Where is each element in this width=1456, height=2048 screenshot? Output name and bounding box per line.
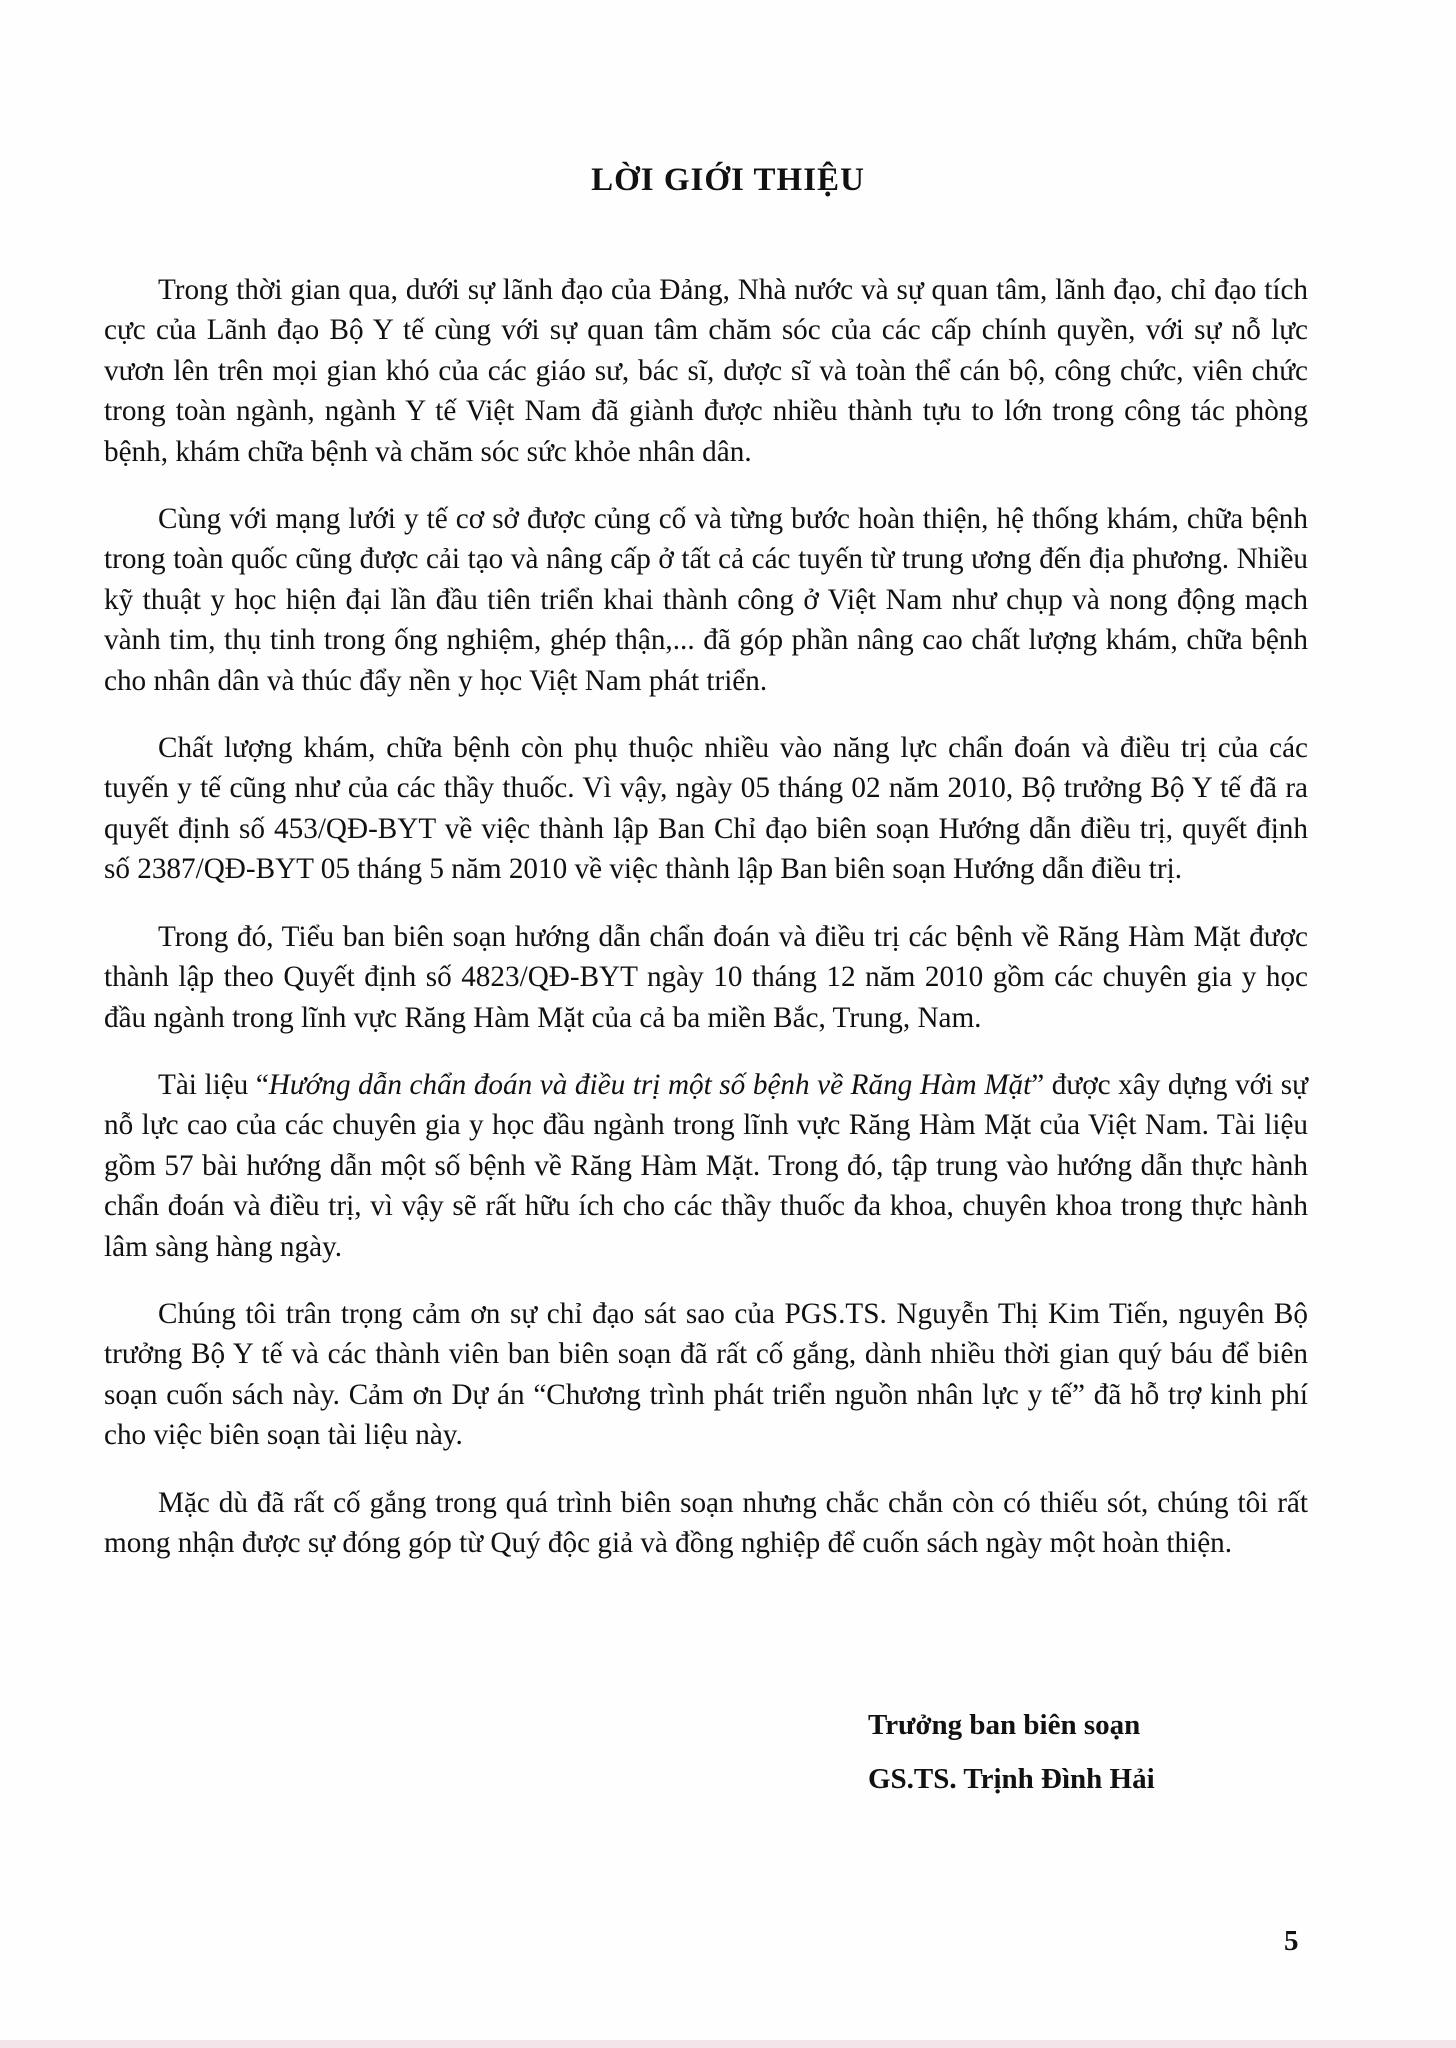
book-title-italic: Hướng dẫn chẩn đoán và điều trị một số bệnh về Răng Hàm Mặt: [268, 1068, 1032, 1101]
signature-name: GS.TS. Trịnh Đình Hải: [868, 1763, 1155, 1795]
paragraph-3: Chất lượng khám, chữa bệnh còn phụ thuộc nhiều vào năng lực chẩn đoán và điều trị của các tuyến y tế cũng như của các thầy thuốc. Vì vậy, ngày 05 tháng 02 năm 2010, Bộ trưởng Bộ Y tế đã ra quyết định số 453/QĐ-BYT về việc thành lập Ban Chỉ đạo biên soạn Hướng dẫn điều trị, quyết định số 2387/QĐ-BYT 05 tháng 5 năm 2010 về việc thành lập Ban biên soạn Hướng dẫn điều trị.: [104, 732, 1308, 886]
paragraph-5-lead: Tài liệu “: [158, 1068, 269, 1101]
paragraph-2: Cùng với mạng lưới y tế cơ sở được củng cố và từng bước hoàn thiện, hệ thống khám, chữa bệnh trong toàn quốc cũng được cải tạo và nâng cấp ở tất cả các tuyến từ trung ương đến địa phương. Nhiều kỹ thuật y học hiện đại lần đầu tiên triển khai thành công ở Việt Nam như chụp và nong động mạch vành tim, thụ tinh trong ống nghiệm, ghép thận,... đã góp phần nâng cao chất lượng khám, chữa bệnh cho nhân dân và thúc đẩy nền y học Việt Nam phát triển.: [104, 503, 1308, 697]
scan-edge-strip: [0, 2040, 1456, 2048]
document-body: [104, 270, 1308, 1590]
paragraph-1: Trong thời gian qua, dưới sự lãnh đạo của Đảng, Nhà nước và sự quan tâm, lãnh đạo, chỉ đạo tích cực của Lãnh đạo Bộ Y tế cùng với sự quan tâm chăm sóc của các cấp chính quyền, với sự nỗ lực vươn lên trên mọi gian khó của các giáo sư, bác sĩ, dược sĩ và toàn thể cán bộ, công chức, viên chức trong toàn ngành, ngành Y tế Việt Nam đã giành được nhiều thành tựu to lớn trong công tác phòng bệnh, khám chữa bệnh và chăm sóc sức khỏe nhân dân.: [104, 274, 1308, 468]
signature-role: Trưởng ban biên soạn: [868, 1709, 1141, 1741]
paragraph-6: Chúng tôi trân trọng cảm ơn sự chỉ đạo sát sao của PGS.TS. Nguyễn Thị Kim Tiến, nguyên Bộ trưởng Bộ Y tế và các thành viên ban biên soạn đã rất cố gắng, dành nhiều thời gian quý báu để biên soạn cuốn sách này. Cảm ơn Dự án “Chương trình phát triển nguồn nhân lực y tế” đã hỗ trợ kinh phí cho việc biên soạn tài liệu này.: [104, 1297, 1308, 1452]
page-number: 5: [1284, 1925, 1299, 1957]
paragraph-4: Trong đó, Tiểu ban biên soạn hướng dẫn chẩn đoán và điều trị các bệnh về Răng Hàm Mặt được thành lập theo Quyết định số 4823/QĐ-BYT ngày 10 tháng 12 năm 2010 gồm các chuyên gia y học đầu ngành trong lĩnh vực Răng Hàm Mặt của cả ba miền Bắc, Trung, Nam.: [104, 920, 1308, 1034]
signature-block: [868, 1705, 1155, 1813]
paragraph-5-rest: ” được xây dựng với sự nỗ lực cao của các chuyên gia y học đầu ngành trong lĩnh vực Răng Hàm Mặt của Việt Nam. Tài liệu gồm 57 bài hướng dẫn một số bệnh về Răng Hàm Mặt. Trong đó, tập trung vào hướng dẫn thực hành chẩn đoán và điều trị, vì vậy sẽ rất hữu ích cho các thầy thuốc đa khoa, chuyên khoa trong thực hành lâm sàng hàng ngày.: [104, 1068, 1308, 1263]
page-title: LỜI GIỚI THIỆU: [591, 162, 865, 198]
paragraph-5: [104, 1065, 1308, 1267]
paragraph-7: Mặc dù đã rất cố gắng trong quá trình biên soạn nhưng chắc chắn còn có thiếu sót, chúng tôi rất mong nhận được sự đóng góp từ Quý độc giả và đồng nghiệp để cuốn sách ngày một hoàn thiện.: [104, 1486, 1308, 1559]
